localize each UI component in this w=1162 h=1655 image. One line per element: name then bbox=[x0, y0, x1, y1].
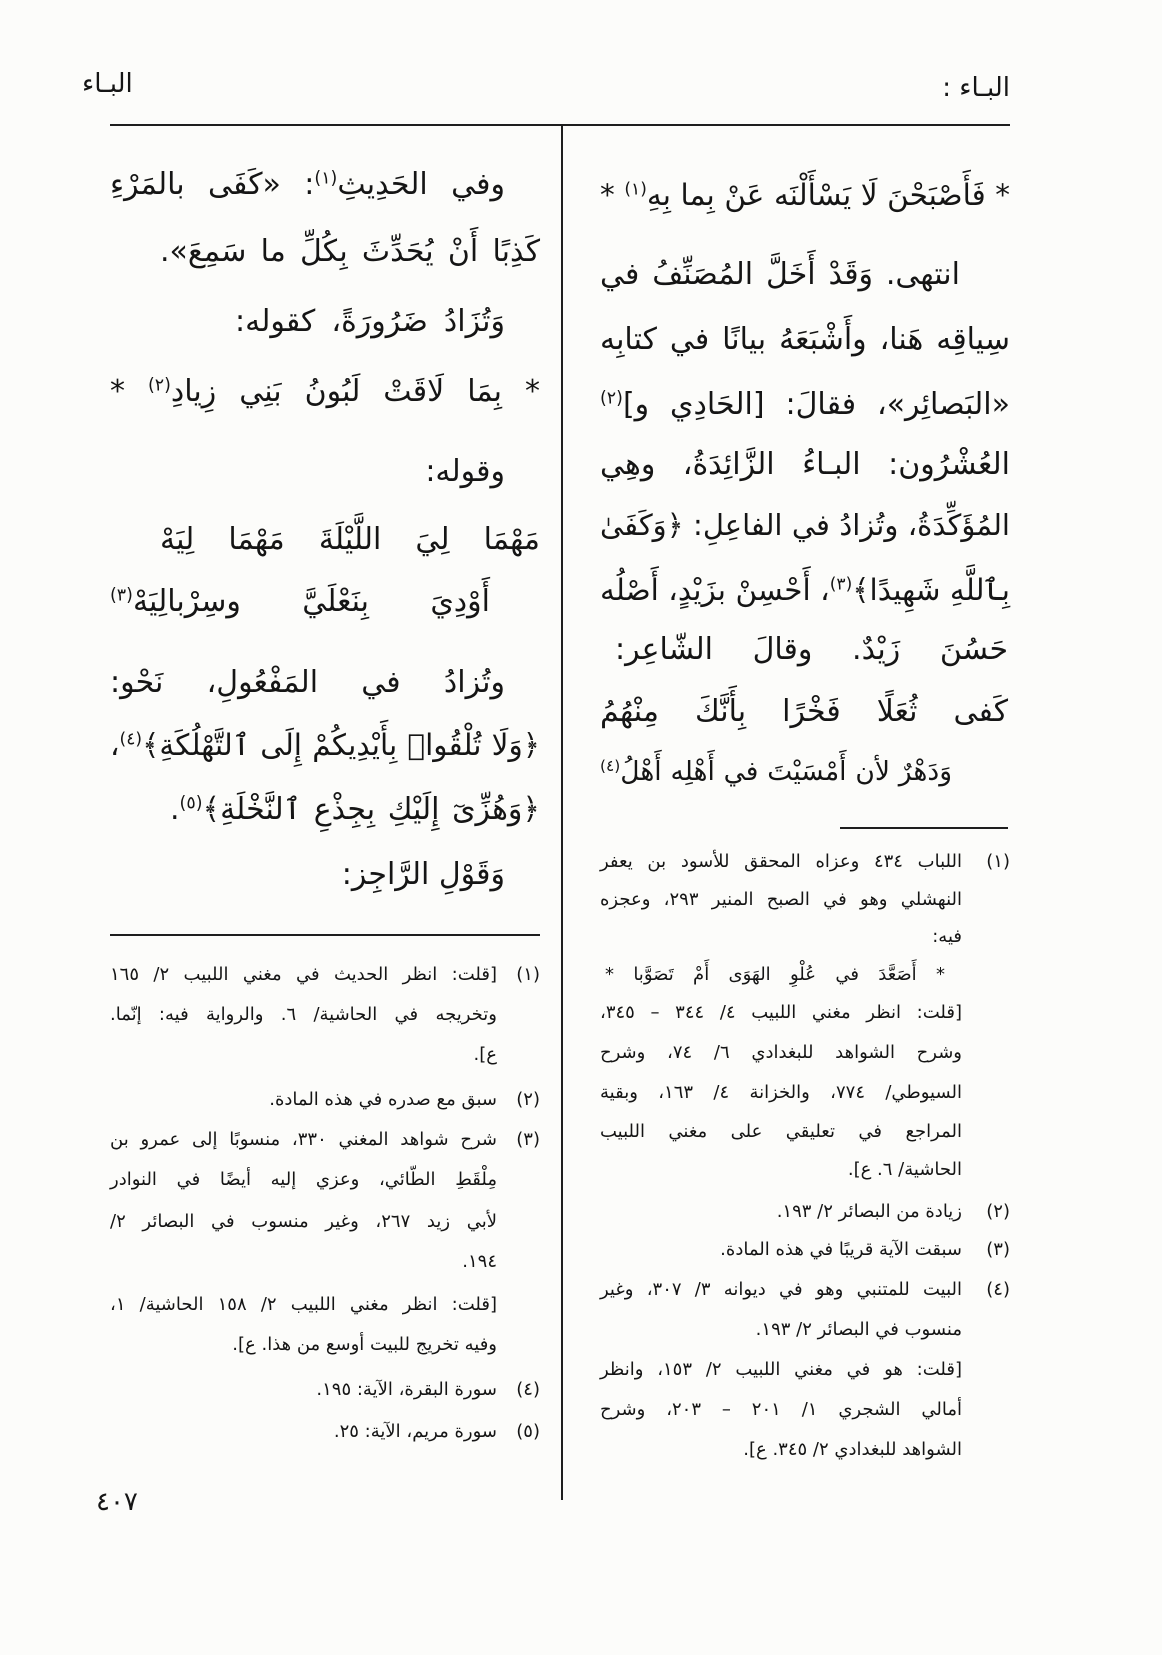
footnote-left-1 bbox=[110, 957, 540, 993]
footnote-line: البيت للمتنبي وهو في ديوانه ٣/ ٣٠٧، وغير bbox=[600, 1279, 962, 1300]
footnote-line: [قلت: انظر الحديث في مغني اللبيب ٢/ ١٦٥ bbox=[110, 964, 498, 985]
footnote-right-2 bbox=[600, 1194, 1010, 1230]
footnote-ref: (٢) bbox=[600, 388, 623, 409]
footnote-line: سبق مع صدره في هذه المادة. bbox=[269, 1089, 497, 1110]
footnote-ref: (٥) bbox=[179, 793, 203, 814]
text-segment: المُؤَكِّدَةُ، وتُزادُ في الفاعِلِ: ﴿وَكَفَىٰ bbox=[600, 508, 1010, 542]
text-segment: * فَأَصْبَحْنَ لَا يَسْأَلْنَه عَنْ بِما بِهِ bbox=[646, 178, 1010, 212]
right-main-line bbox=[615, 625, 1008, 675]
running-header-right: البـاء : bbox=[942, 73, 1010, 103]
footnote-line: فيه: bbox=[932, 926, 962, 947]
footnote-number: (٣) bbox=[986, 1239, 1010, 1260]
footnote-number: (١) bbox=[516, 964, 540, 985]
footnote-line: ١٩٤. bbox=[462, 1251, 497, 1272]
footnote-ref: (١) bbox=[314, 168, 338, 189]
text-segment: وفي الحَدِيثِ bbox=[337, 167, 505, 202]
column-divider bbox=[561, 124, 563, 1500]
right-main-line bbox=[600, 250, 960, 300]
footnote-separator-left bbox=[110, 934, 540, 936]
text-segment: وقوله: bbox=[425, 454, 505, 489]
footnote-line: سورة مريم، الآية: ٢٥. bbox=[333, 1421, 497, 1442]
footnote-line: اللباب ٤٣٤ وعزاه المحقق للأسود بن يعفر bbox=[600, 851, 962, 872]
right-main-line-verse bbox=[600, 747, 952, 797]
footnote-ref: (٣) bbox=[829, 574, 853, 595]
left-main-line-quran bbox=[110, 720, 540, 770]
text-segment: سِياقِه هَنا، وأَشْبَعَهُ بيانًا في كتابِه bbox=[600, 322, 1010, 357]
footnote-number: (١) bbox=[986, 851, 1010, 872]
footnote-left-2 bbox=[110, 1082, 540, 1118]
footnote-ref: (٤) bbox=[600, 756, 621, 775]
footnote-line: المراجع في تعليقي على مغني اللبيب bbox=[600, 1121, 962, 1142]
left-main-line bbox=[110, 658, 505, 708]
text-segment: وَقَوْلِ الرَّاجِز: bbox=[341, 857, 505, 892]
footnote-number: (٣) bbox=[516, 1129, 540, 1150]
left-main-line-verse bbox=[110, 367, 540, 417]
page-number: ٤٠٧ bbox=[96, 1487, 138, 1517]
footnote-verse-line: * أَصَعَّدَ في عُلْوِ الهَوَى أَمْ تَصَوَّبا * bbox=[605, 964, 945, 985]
text-segment: مَهْمَا لِيَ اللَّيْلَةَ مَهْمَا لِيَهْ bbox=[160, 522, 540, 557]
text-segment: حَسُنَ زَيْدٌ. وقالَ الشّاعِر: bbox=[615, 632, 1008, 667]
text-segment: كَذِبًا أَنْ يُحَدِّثَ بِكُلِّ ما سَمِعَ». bbox=[160, 234, 540, 269]
text-segment: كَفى ثُعَلًا فَخْرًا بِأَنَّكَ مِنْهُمُ bbox=[600, 694, 1008, 729]
footnote-ref: (٢) bbox=[147, 375, 171, 396]
left-main-line-verse bbox=[160, 515, 540, 565]
footnote-line: ع]. bbox=[473, 1044, 497, 1065]
left-main-line bbox=[235, 297, 505, 347]
footnote-number: (٤) bbox=[516, 1379, 540, 1400]
footnote-ref: (١) bbox=[624, 179, 647, 200]
text-segment: : «كَفَى بالمَرْءِ bbox=[110, 167, 315, 202]
footnote-line: السيوطي/ ٧٧٤، والخزانة ٤/ ١٦٣، وبقية bbox=[600, 1082, 962, 1103]
footnote-right-3 bbox=[600, 1232, 1010, 1268]
left-main-line bbox=[110, 447, 505, 497]
right-main-line bbox=[600, 565, 1010, 615]
footnote-line: النهشلي وهو في الصبح المنير ٢٩٣، وعجزه bbox=[600, 889, 963, 910]
footnote-line: مِلْقَطِ الطّائي، وعزي إليه أيضًا في النوادر bbox=[110, 1169, 497, 1190]
running-header-left: البـاء bbox=[82, 69, 133, 99]
text-segment: ﴿وَلَا تُلْقُوا۟ بِأَيْدِيكُمْ إِلَى ٱلتَّهْلُكَةِ﴾ bbox=[142, 728, 540, 762]
footnote-line: أمالي الشجري ١/ ٢٠١ – ٢٠٣، وشرح bbox=[600, 1399, 962, 1420]
footnote-line: لأبي زيد ٢٦٧، وغير منسوب في البصائر ٢/ bbox=[110, 1211, 498, 1232]
footnote-ref: (٤) bbox=[119, 729, 143, 750]
footnote-line: سبقت الآية قريبًا في هذه المادة. bbox=[720, 1239, 962, 1260]
text-segment: وَتُزَادُ ضَرُورَةً، كقوله: bbox=[235, 304, 505, 339]
footnote-line: [قلت: انظر مغني اللبيب ٢/ ١٥٨ الحاشية/ ١، bbox=[110, 1294, 497, 1315]
text-segment: وَدَهْرٌ لأن أَمْسَيْتَ في أَهْلِه أَهْلُ bbox=[620, 756, 952, 787]
footnote-line: وتخريجه في الحاشية/ ٦. والرواية فيه: إنّما. bbox=[110, 1004, 497, 1025]
header-rule bbox=[110, 124, 1010, 126]
text-segment: ، أَحْسِنْ بزَيْدٍ، أَصْلُه bbox=[600, 573, 830, 607]
footnote-line: الشواهد للبغدادي ٢/ ٣٤٥. ع]. bbox=[743, 1439, 962, 1460]
footnote-ref: (٣) bbox=[110, 585, 133, 606]
footnote-number: (٥) bbox=[516, 1421, 540, 1442]
right-main-line-verse bbox=[600, 687, 1008, 737]
footnote-number: (٤) bbox=[986, 1279, 1010, 1300]
right-main-line bbox=[600, 500, 1010, 550]
left-main-line-quran bbox=[170, 785, 540, 835]
text-segment: بِٱللَّهِ شَهِيدًا﴾ bbox=[852, 573, 1010, 607]
footnote-right-1 bbox=[600, 844, 1010, 880]
footnote-separator-right bbox=[840, 827, 1008, 829]
footnote-line: وفيه تخريج للبيت أوسع من هذا. ع]. bbox=[232, 1334, 497, 1355]
text-segment: * bbox=[110, 374, 148, 409]
footnote-line: زيادة من البصائر ٢/ ١٩٣. bbox=[776, 1201, 962, 1222]
text-segment: العُشْرُون: البـاءُ الزَّائِدَةُ، وهِي bbox=[600, 447, 1010, 482]
footnote-number: (٢) bbox=[516, 1089, 540, 1110]
footnote-line: [قلت: هو في مغني اللبيب ٢/ ١٥٣، وانظر bbox=[600, 1359, 962, 1380]
text-segment: . bbox=[170, 792, 180, 827]
footnote-line: [قلت: انظر مغني اللبيب ٤/ ٣٤٤ – ٣٤٥، bbox=[600, 1002, 962, 1023]
text-segment: انتهى. وَقَدْ أَخَلَّ المُصَنِّفُ في bbox=[600, 257, 960, 292]
text-segment: ﴿وَهُزِّىٓ إِلَيْكِ بِجِذْعِ ٱلنَّخْلَةِ﴾ bbox=[202, 792, 540, 827]
left-main-line bbox=[160, 227, 540, 277]
right-main-line bbox=[600, 315, 1010, 365]
left-main-line bbox=[110, 160, 505, 210]
footnote-left-5 bbox=[110, 1414, 540, 1450]
footnote-left-4 bbox=[110, 1372, 540, 1408]
left-main-line bbox=[110, 850, 505, 900]
footnote-line: شرح شواهد المغني ٣٣٠، منسوبًا إلى عمرو بن bbox=[110, 1129, 497, 1150]
text-segment: * بِمَا لَاقَتْ لَبُونُ بَنِي زِيادِ bbox=[170, 374, 540, 409]
footnote-line: منسوب في البصائر ٢/ ١٩٣. bbox=[755, 1319, 962, 1340]
footnote-line: سورة البقرة، الآية: ١٩٥. bbox=[316, 1379, 497, 1400]
text-segment: وتُزادُ في المَفْعُولِ، نَحْو: bbox=[110, 665, 505, 700]
right-main-line bbox=[600, 380, 1010, 430]
text-segment: ، bbox=[110, 728, 120, 762]
text-segment: «البَصائِر»، فقالَ: [الحَادِي و] bbox=[622, 387, 1010, 422]
footnote-line: الحاشية/ ٦. ع]. bbox=[847, 1159, 962, 1180]
footnote-number: (٢) bbox=[986, 1201, 1010, 1222]
right-main-line bbox=[600, 440, 1010, 490]
footnote-line: وشرح الشواهد للبغدادي ٦/ ٧٤، وشرح bbox=[600, 1042, 963, 1063]
footnote-right-4 bbox=[600, 1272, 1010, 1308]
right-main-line bbox=[600, 170, 1010, 220]
footnote-left-3 bbox=[110, 1122, 540, 1158]
text-segment: أَوْدِيَ بِنَعْلَيَّ وسِرْبالِيَهْ bbox=[132, 584, 490, 619]
left-main-line-verse bbox=[110, 577, 490, 627]
text-segment: * bbox=[600, 178, 625, 212]
